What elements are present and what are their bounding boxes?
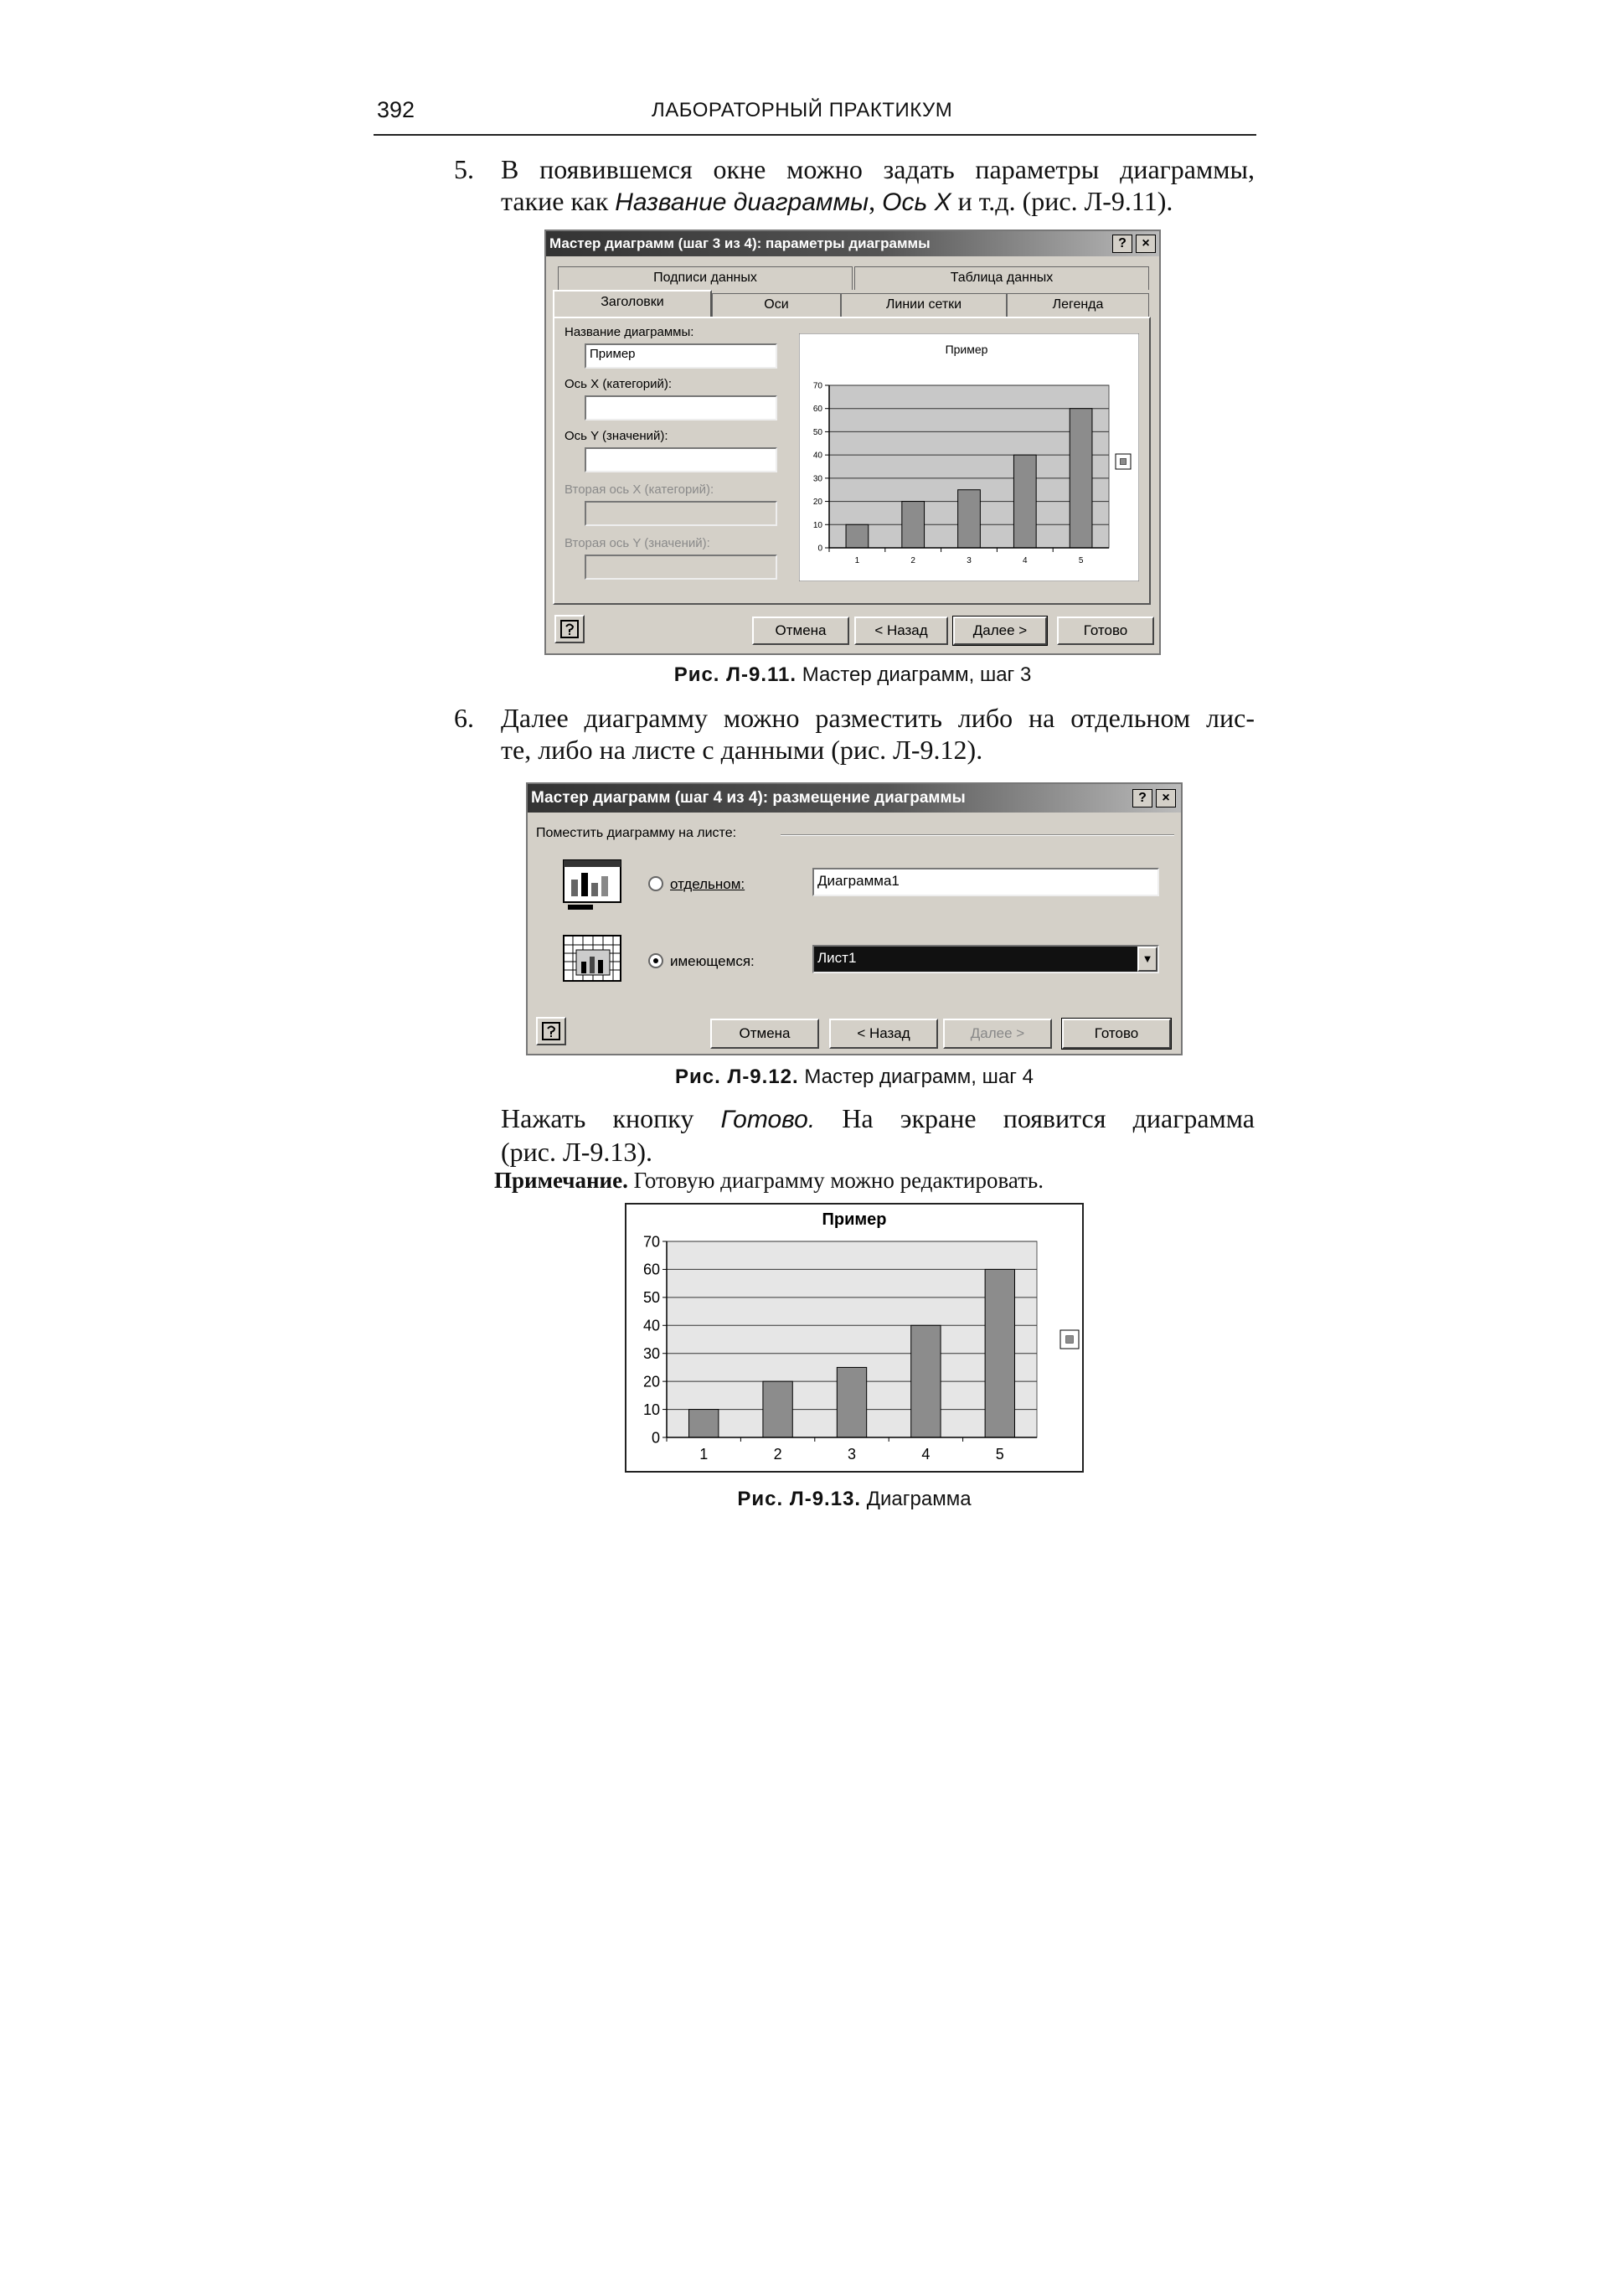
second-y-axis-label: Вторая ось Y (значений): (565, 536, 710, 550)
second-y-axis-field (585, 555, 777, 580)
running-title: ЛАБОРАТОРНЫЙ ПРАКТИКУМ (652, 99, 953, 121)
y-tick-label: 20 (642, 1373, 660, 1390)
placement-group-label: Поместить диаграмму на листе: (536, 826, 737, 840)
final-plot (643, 1233, 1079, 1463)
x-tick-label: 3 (847, 1446, 857, 1463)
x-axis-label: Ось X (категорий): (565, 377, 673, 391)
group-divider (781, 834, 1174, 836)
bar (958, 490, 981, 548)
y-tick-label: 40 (642, 1317, 660, 1334)
y-tick-label: 30 (642, 1345, 660, 1363)
close-icon[interactable]: × (1136, 235, 1156, 253)
item-6 (454, 702, 1255, 766)
preview-chart (799, 333, 1139, 581)
item-6-line1: Далее диаграмму можно разместить либо на отдельном лис- (501, 703, 1255, 733)
header-rule (374, 134, 1256, 136)
help-icon (542, 1022, 560, 1040)
figure-13-caption: Рис. Л-9.13. Диаграмма (737, 1488, 972, 1510)
separate-sheet-label: отдельном: (670, 876, 745, 892)
cancel-button[interactable]: Отмена (710, 1019, 819, 1049)
tab-gridlines[interactable]: Линии сетки (841, 293, 1007, 317)
legend-swatch (1066, 1336, 1074, 1344)
finish-button[interactable]: Готово (1057, 617, 1154, 645)
next-button: Далее > (943, 1019, 1052, 1049)
bar (837, 1367, 866, 1437)
y-tick-label: 50 (642, 1289, 660, 1307)
radio-separate-sheet[interactable] (648, 876, 663, 891)
x-tick-label: 2 (773, 1446, 782, 1463)
back-button[interactable]: < Назад (829, 1019, 938, 1049)
existing-sheet-select[interactable]: Лист1 (812, 945, 1159, 973)
close-icon[interactable]: × (1156, 789, 1176, 807)
y-tick-label: 60 (812, 405, 822, 415)
tab-data-labels[interactable]: Подписи данных (558, 266, 853, 290)
x-tick-label: 4 (1023, 556, 1028, 565)
back-button[interactable]: < Назад (854, 617, 948, 645)
y-tick-label: 0 (651, 1429, 660, 1447)
x-tick-label: 3 (967, 556, 972, 565)
preview-chart-title: Пример (945, 343, 988, 356)
existing-sheet-label: имеющемся: (670, 953, 755, 969)
y-axis-label: Ось Y (значений): (565, 429, 668, 443)
x-tick-label: 1 (854, 556, 860, 565)
y-tick-label: 10 (642, 1401, 660, 1418)
y-tick-label: 20 (812, 498, 822, 508)
item-6-number: 6. (454, 703, 474, 733)
item-5-line1: В появившемся окне можно задать параметры диаграммы, (501, 154, 1255, 184)
x-tick-label: 2 (910, 556, 915, 565)
wizard-help-button[interactable] (536, 1017, 566, 1045)
final-chart (625, 1203, 1084, 1473)
item-5-line2: такие как Название диаграммы, Ось X и т.д. (рис. Л-9.11). (501, 186, 1173, 216)
y-tick-label: 50 (812, 427, 822, 437)
legend-swatch (1120, 458, 1126, 464)
tab-axes[interactable]: Оси (712, 293, 841, 317)
bar (911, 1325, 941, 1437)
x-tick-label: 4 (921, 1446, 931, 1463)
tab-legend[interactable]: Легенда (1007, 293, 1149, 317)
item-5 (454, 153, 1255, 219)
second-x-axis-field (585, 501, 777, 526)
finish-button[interactable]: Готово (1062, 1019, 1171, 1049)
help-title-button[interactable]: ? (1112, 235, 1132, 253)
item-5-number: 5. (454, 154, 474, 184)
y-tick-label: 30 (812, 474, 822, 484)
dialog-titlebar: Мастер диаграмм (шаг 4 из 4): размещение диаграммы (528, 784, 1181, 813)
x-tick-label: 5 (995, 1446, 1004, 1463)
bar (689, 1410, 719, 1437)
wizard-help-button[interactable] (554, 615, 585, 643)
bar (985, 1269, 1014, 1437)
new-sheet-name-field[interactable]: Диаграмма1 (812, 868, 1159, 896)
bar (846, 524, 869, 548)
y-axis-field[interactable] (585, 447, 777, 472)
item-6-line2: те, либо на листе с данными (рис. Л-9.12). (501, 735, 983, 765)
help-title-button[interactable]: ? (1132, 789, 1152, 807)
x-tick-label: 1 (699, 1446, 709, 1463)
x-axis-field[interactable] (585, 395, 777, 421)
bar (1070, 409, 1092, 548)
bar (902, 502, 925, 548)
y-tick-label: 0 (817, 544, 822, 554)
second-x-axis-label: Вторая ось X (категорий): (565, 482, 714, 497)
chart-sheet-icon (563, 859, 623, 911)
next-button[interactable]: Далее > (953, 617, 1047, 645)
y-tick-label: 40 (812, 451, 822, 461)
cancel-button[interactable]: Отмена (752, 617, 849, 645)
tab-data-table[interactable]: Таблица данных (854, 266, 1149, 290)
bar (763, 1381, 792, 1437)
dialog-titlebar: Мастер диаграмм (шаг 3 из 4): параметры диаграммы (546, 231, 1159, 256)
figure-12-caption: Рис. Л-9.12. Мастер диаграмм, шаг 4 (675, 1065, 1034, 1088)
y-tick-label: 60 (642, 1261, 660, 1278)
preview-plot (813, 382, 1131, 566)
y-tick-label: 70 (642, 1233, 660, 1251)
finish-paragraph-line2: (рис. Л-9.13). (501, 1137, 652, 1167)
chart-wizard-step3-dialog (544, 230, 1161, 655)
figure-11-caption: Рис. Л-9.11. Мастер диаграмм, шаг 3 (673, 663, 1032, 686)
x-tick-label: 5 (1078, 556, 1084, 565)
chart-title-field[interactable]: Пример (585, 343, 777, 369)
finish-paragraph (501, 1102, 1255, 1168)
embedded-sheet-icon (563, 935, 623, 987)
note: Примечание. Готовую диаграмму можно редактировать. (494, 1168, 1044, 1193)
bar (1013, 455, 1036, 548)
dropdown-arrow-icon[interactable]: ▼ (1137, 947, 1157, 972)
radio-existing-sheet[interactable] (648, 953, 663, 968)
tab-titles[interactable]: Заголовки (553, 290, 712, 317)
final-chart-title: Пример (822, 1210, 887, 1229)
y-tick-label: 70 (812, 381, 822, 391)
y-tick-label: 10 (812, 520, 822, 530)
chart-wizard-step4-dialog (526, 782, 1183, 1055)
page-number: 392 (377, 97, 415, 122)
chart-title-label: Название диаграммы: (565, 325, 694, 339)
help-icon (560, 620, 579, 638)
finish-paragraph-line1: Нажать кнопку Готово. На экране появится диаграмма (501, 1103, 1255, 1133)
